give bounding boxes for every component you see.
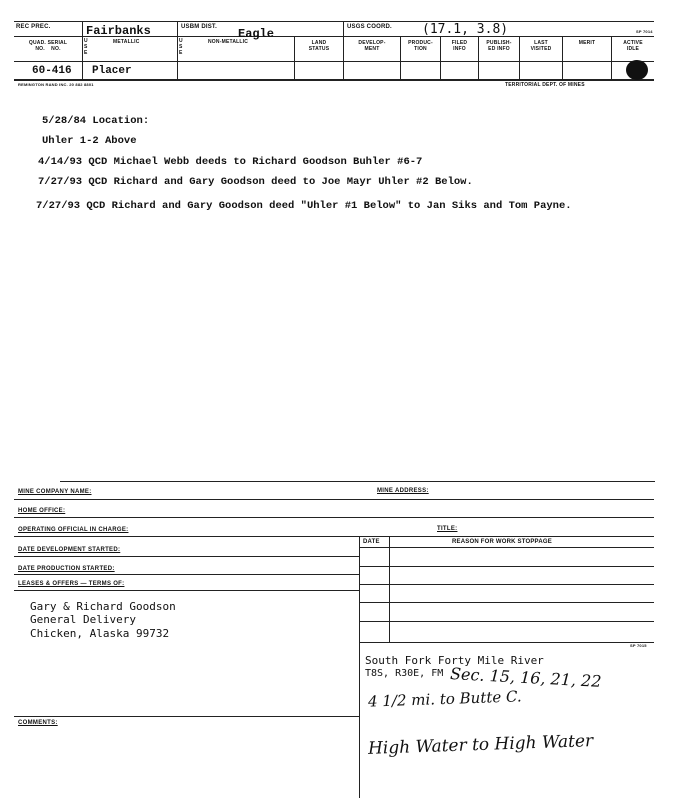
- note-line: 5/28/84 Location:: [42, 115, 150, 127]
- form-number-bottom: SP 7015: [630, 643, 647, 648]
- col-merit: MERIT: [578, 40, 596, 46]
- home-office-label: HOME OFFICE:: [18, 508, 66, 514]
- stoppage-row: [359, 566, 654, 567]
- active-mark-icon: [626, 60, 648, 80]
- serial-value: 60-416: [32, 65, 72, 77]
- stoppage-row: [359, 547, 654, 548]
- note-line: Uhler 1-2 Above: [42, 135, 137, 147]
- form-line: [14, 536, 654, 537]
- header-top-border: [14, 21, 654, 22]
- col-production: PRODUC- TION: [408, 40, 433, 52]
- rec-prec-label: REC PREC.: [16, 24, 51, 30]
- stoppage-row: [359, 642, 654, 643]
- comments-label: COMMENTS:: [18, 720, 58, 726]
- usgs-coord-label: USGS COORD.: [347, 24, 392, 30]
- form-line: [14, 590, 359, 591]
- location-line: T8S, R30E, FM: [365, 668, 444, 679]
- note-line: 7/27/93 QCD Richard and Gary Goodson deed to Joe Mayr Uhler #2 Below.: [38, 176, 473, 188]
- leases-label: LEASES & OFFERS — TERMS OF:: [18, 581, 125, 587]
- printer-line: REMINGTON RAND INC. 20 882 8801: [18, 82, 94, 87]
- rec-prec-value: Fairbanks: [86, 24, 151, 38]
- leases-line: General Delivery: [30, 613, 136, 626]
- col-quad-serial: QUAD. SERIAL NO. NO.: [28, 40, 68, 52]
- col-land-status: LAND STATUS: [308, 40, 330, 52]
- form-line: [14, 517, 654, 518]
- location-line: South Fork Forty Mile River: [365, 654, 544, 667]
- form-number-top: SP 7014: [636, 29, 653, 34]
- reason-col-label: REASON FOR WORK STOPPAGE: [452, 539, 552, 545]
- note-line: 7/27/93 QCD Richard and Gary Goodson deed "Uhler #1 Below" to Jan Siks and Tom Payne.: [36, 200, 572, 212]
- col-non-metallic: NON-METALLIC: [208, 39, 249, 45]
- use-letters: U S E: [179, 38, 183, 56]
- col-metallic: METALLIC: [113, 39, 140, 45]
- col-last-visited: LAST VISITED: [530, 40, 552, 52]
- header-row2-border: [14, 61, 654, 62]
- usbm-dist-value: Eagle: [238, 27, 275, 41]
- col-active-idle: ACTIVE IDLE: [623, 40, 643, 52]
- form-line: [14, 499, 654, 500]
- stoppage-row: [359, 621, 654, 622]
- date-col-divider: [389, 536, 390, 642]
- form-divider: [359, 536, 360, 798]
- mine-company-label: MINE COMPANY NAME:: [18, 489, 92, 495]
- leases-line: Chicken, Alaska 99732: [30, 627, 170, 640]
- date-col-label: DATE: [363, 539, 380, 545]
- note-line: 4/14/93 QCD Michael Webb deeds to Richard Goodson Buhler #6-7: [38, 156, 423, 168]
- title-label: TITLE:: [437, 526, 458, 532]
- form-line: [14, 574, 359, 575]
- col-development: DEVELOP- MENT: [358, 40, 386, 52]
- usbm-dist-label: USBM DIST.: [181, 24, 218, 30]
- header-divider: [177, 21, 178, 79]
- date-development-label: DATE DEVELOPMENT STARTED:: [18, 547, 121, 553]
- handwritten-section: Sec. 15, 16, 21, 22: [449, 664, 602, 691]
- mine-address-label: MINE ADDRESS:: [377, 488, 429, 494]
- operating-official-label: OPERATING OFFICIAL IN CHARGE:: [18, 527, 129, 533]
- metallic-value: Placer: [92, 65, 132, 77]
- form-line: [14, 716, 359, 717]
- col-filed-info: FILED INFO: [451, 40, 468, 52]
- date-production-label: DATE PRODUCTION STARTED:: [18, 566, 115, 572]
- use-letters: U S E: [84, 38, 88, 56]
- header-divider: [82, 21, 83, 79]
- stoppage-row: [359, 584, 654, 585]
- territorial-dept: TERRITORIAL DEPT. OF MINES: [505, 82, 585, 88]
- leases-line: Gary & Richard Goodson: [30, 600, 176, 613]
- header-bottom-border: [14, 79, 654, 81]
- handwritten-comments: High Water to High Water: [367, 731, 594, 759]
- handwritten-distance: 4 1/2 mi. to Butte C.: [367, 687, 522, 711]
- col-published-info: PUBLISH- ED INFO: [486, 40, 512, 52]
- form-line: [14, 556, 359, 557]
- usgs-coord-value: (17.1, 3.8): [422, 22, 509, 37]
- stoppage-row: [359, 602, 654, 603]
- form-top-line: [60, 481, 655, 482]
